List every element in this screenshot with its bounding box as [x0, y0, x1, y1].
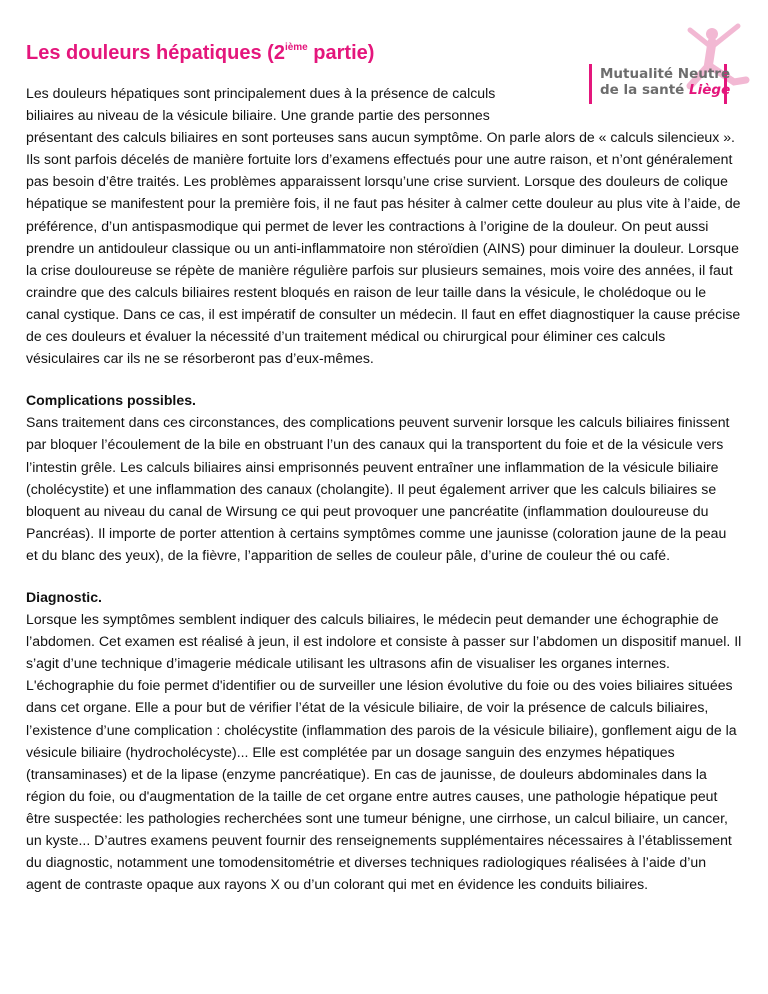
article	[26, 30, 742, 895]
logo-line-2-text: de la santé	[600, 82, 690, 98]
diagnostic-paragraph: Lorsque les symptômes semblent indiquer des calculs biliaires, le médecin peut demander une échographie de l’abdomen. Cet examen est réalisé à jeun, il est indolore et consiste à passer sur l’abdomen un dispositif manuel. Il s’agit d’une technique d’imagerie médicale utilisant les ultrasons afin de visualiser les organes internes. L'échographie du foie permet d'identifier ou de surveiller une lésion évolutive du foie ou des voies biliaires situées dans cet organe. Elle a pour but de vérifier l’état de la vésicule biliaire, de voir la présence de calculs biliaires, l’existence d’une complication : cholécystite (inflammation des parois de la vésicule biliaire), gonflement aigu de la vésicule biliaire (hydrocholécyste)... Elle est complétée par un dosage sanguin des enzymes hépatiques (transaminases) et de la lipase (enzyme pancréatique). En cas de jaunisse, de douleurs abdominales dans la région du foie, ou d'augmentation de la taille de cet organe entre autres causes, une pathologie hépatique peut être suspectée: les pathologies recherchées sont une tumeur bénigne, une cirrhose, un calcul biliaire, un cancer, un kyste... D’autres examens peuvent fournir des renseignements supplémentaires nécessaires à l’établissement du diagnostic, notamment une tomodensitométrie et diverses techniques radiologiques réalisées à l’aide d’un agent de contraste opaque aux rayons X ou d’un colorant qui met en évidence les conduits biliaires.	[26, 611, 742, 893]
intro-line-1: Les douleurs hépatiques sont principalement dues à la présence de calculs	[26, 85, 496, 101]
intro-section	[26, 82, 742, 369]
logo-city: Liège	[689, 82, 731, 98]
complications-section	[26, 389, 742, 566]
title-superscript: ième	[284, 42, 308, 53]
title-end: partie)	[307, 42, 375, 64]
intro-line-2: biliaires au niveau de la vésicule biliaire. Une grande partie des personnes	[26, 107, 490, 124]
logo-line-1: Mutualité Neutre	[600, 66, 731, 82]
complications-heading: Complications possibles.	[26, 392, 196, 409]
diagnostic-heading: Diagnostic.	[26, 588, 102, 605]
complications-paragraph: Sans traitement dans ces circonstances, des complications peuvent survenir lorsque les calculs biliaires finissent par bloquer l’écoulement de la bile en obstruant l’un des canaux qui la transportent du foie et de la vésicule vers l’intestin grêle. Les calculs biliaires ainsi emprisonnés peuvent entraîner une inflammation de la vésicule biliaire (cholécystite) et une inflammation des canaux (cholangite). Il peut également arriver que les calculs biliaires se bloquent au niveau du canal de Wirsung ce qui peut provoquer une pancréatite (inflammation douloureuse du Pancréas). Il importe de porter attention à certains symptômes comme une jaunisse (coloration jaune de la peau et du blanc des yeux), de la fièvre, l’apparition de selles de couleur pâle, d’urine de couleur thé ou café.	[26, 414, 730, 563]
diagnostic-section	[26, 586, 742, 895]
page-title	[26, 30, 742, 71]
intro-paragraph: présentant des calculs biliaires en sont porteuses sans aucun symptôme. On parle alors de « calculs silencieux ». Ils sont parfois décelés de manière fortuite lors d’examens effectués pour une autre raison, et n’ont généralement pas besoin d’être traités. Les problèmes apparaissent lorsqu’une crise survient. Lorsque des douleurs de colique hépatique se manifestent pour la première fois, il ne faut pas hésiter à calmer cette douleur au plus vite à l’aide, de préférence, d’un antispasmodique qui permet de lever les contractions à l’origine de la douleur. On peut aussi prendre un antidouleur classique ou un anti-inflammatoire non stéroïdien (AINS) pour diminuer la douleur. Lorsque la crise douloureuse se répète de manière régulière parfois sur plusieurs semaines, mois voire des années, il faut craindre que des calculs biliaires restent bloqués en raison de leur taille dans la vésicule, le cholédoque ou le canal cystique. Dans ce cas, il est impératif de consulter un médecin. Il faut en effet diagnostiquer la cause précise de ces douleurs et évaluer la nécessité d’un traitement médical ou chirurgical pour éliminer ces calculs vésiculaires car ils ne se résorberont pas d’eux-mêmes.	[26, 129, 741, 367]
title-main: Les douleurs hépatiques (2	[26, 42, 285, 64]
